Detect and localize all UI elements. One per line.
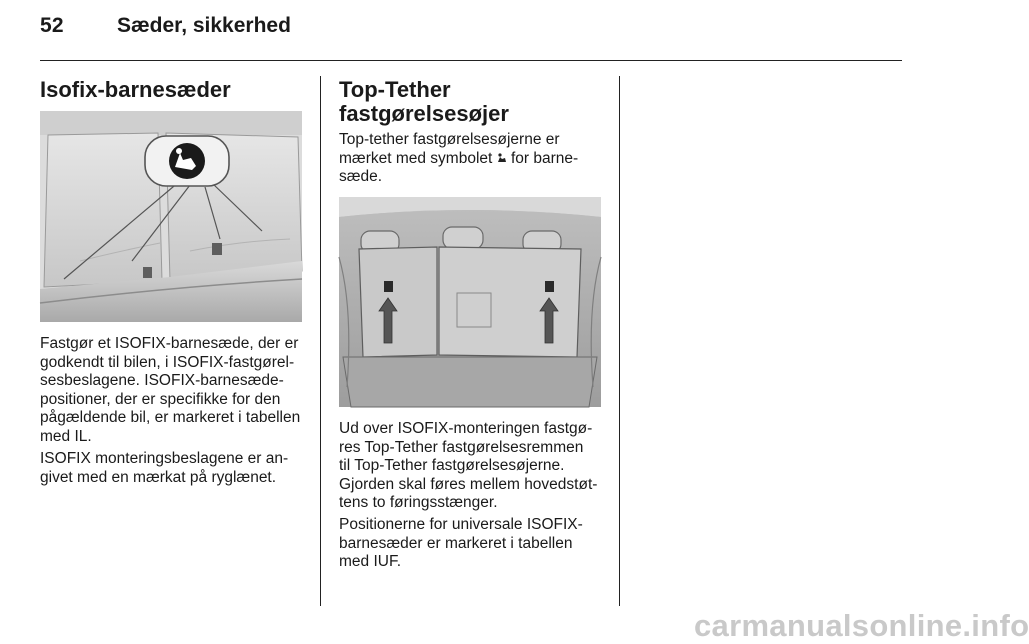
text-line: sesbeslagene. ISOFIX-barnesæde-: [40, 372, 284, 389]
isofix-paragraph-1: [40, 335, 300, 446]
isofix-paragraph-2: [40, 450, 288, 487]
text-line: pågældende bil, er markeret i tabellen: [40, 409, 301, 426]
top-tether-heading: [339, 78, 509, 126]
text-line: mærket med symbolet: [339, 149, 497, 167]
text-line: barnesæder er markeret i tabellen: [339, 534, 573, 552]
top-tether-paragraph-2: [339, 420, 597, 513]
heading-line: Top-Tether: [339, 77, 451, 102]
top-tether-intro: [339, 131, 578, 187]
text-line: Fastgør et ISOFIX-barnesæde, der er: [40, 335, 299, 352]
header-rule: [40, 60, 902, 61]
text-line: res Top-Tether fastgørelsesremmen: [339, 438, 584, 456]
text-line: Top-tether fastgørelsesøjerne er: [339, 131, 560, 148]
text-line: ISOFIX monteringsbeslagene er an-: [40, 450, 289, 467]
text-line: sæde.: [339, 168, 383, 185]
watermark: carmanualsonline.info: [694, 608, 1029, 643]
top-tether-paragraph-3: [339, 516, 583, 572]
isofix-heading: Isofix-barnesæder: [40, 77, 231, 102]
text-line: med IUF.: [339, 553, 402, 570]
child-seat-icon: [497, 151, 507, 162]
text-line: Ud over ISOFIX-monteringen fastgø-: [339, 420, 593, 437]
section-title: Sæder, sikkerhed: [117, 14, 291, 37]
page-number: 52: [40, 14, 64, 37]
top-tether-trunk-illustration: [339, 197, 601, 407]
text-line: Gjorden skal føres mellem hovedstøt-: [339, 475, 598, 493]
text-line: godkendt til bilen, i ISOFIX-fastgørel-: [40, 353, 295, 371]
text-line: positioner, der er specifikke for den: [40, 390, 281, 408]
text-line: tens to føringsstænger.: [339, 494, 498, 511]
text-line: givet med en mærkat på ryglænet.: [40, 468, 277, 486]
text-line: Positionerne for universale ISOFIX-: [339, 516, 583, 533]
column-divider-2: [619, 76, 620, 606]
heading-line: fastgørelsesøjer: [339, 101, 509, 126]
text-line: til Top-Tether fastgørelsesøjerne.: [339, 457, 565, 474]
isofix-seat-illustration: [40, 111, 302, 322]
column-divider-1: [320, 76, 321, 606]
text-line: med IL.: [40, 427, 92, 445]
text-line: for barne-: [506, 149, 579, 167]
